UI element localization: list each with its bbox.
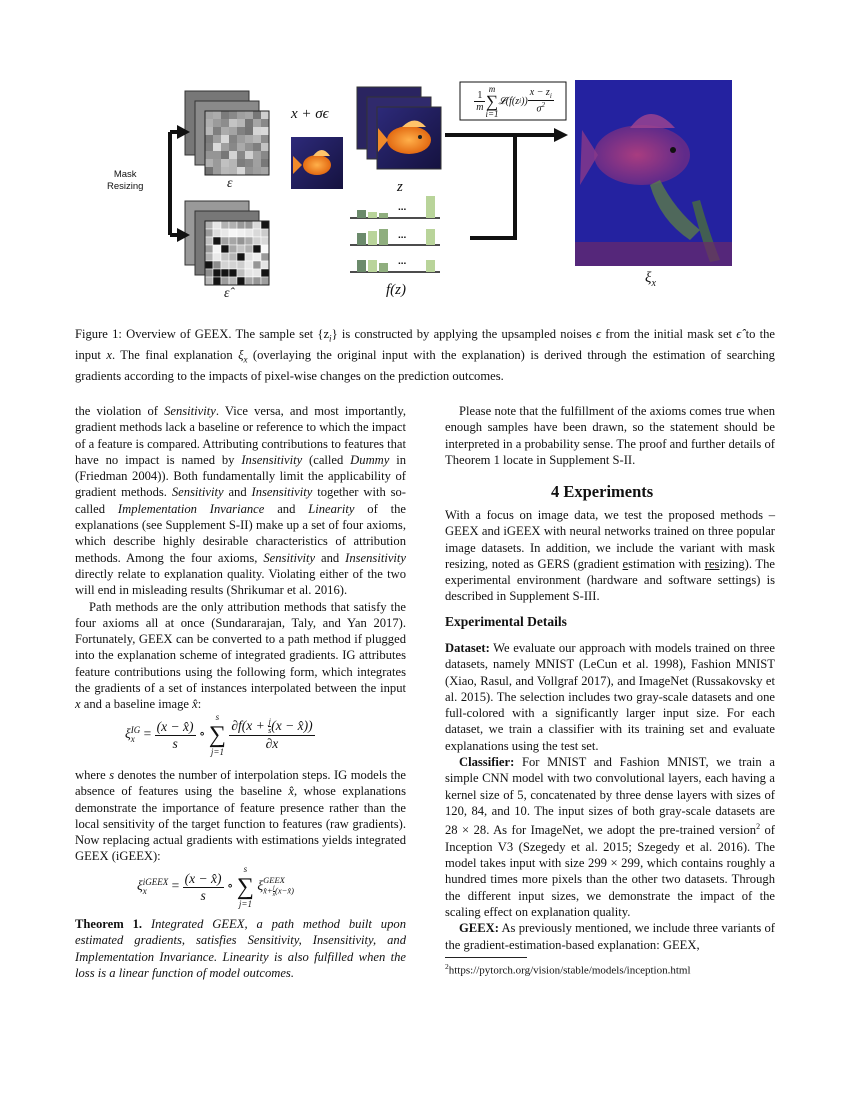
noise-cell xyxy=(245,167,253,175)
noise-cell xyxy=(237,143,245,151)
paragraph: With a focus on image data, we test the proposed methods – GEEX and iGEEX with neural networks trained on three popular image datasets. In addition, we include the variant with mask resizing, noted as GERS (gradient estimation with resizing). The experimental environment (hardware and software settings) is described in Supplement S-III. xyxy=(445,508,776,604)
noise-cell xyxy=(229,167,237,175)
theorem-label: Theorem 1. xyxy=(75,917,143,931)
left-column-top xyxy=(75,403,406,713)
noise-cell xyxy=(205,151,213,159)
noise-cell xyxy=(245,135,253,143)
mask-resizing-label: Mask Resizing xyxy=(107,169,144,192)
bars-ellipsis-3: ... xyxy=(398,256,407,267)
fz-label: f(z) xyxy=(386,282,406,298)
noise-cell xyxy=(245,127,253,135)
mask-cell xyxy=(229,237,237,245)
subsection-heading: Experimental Details xyxy=(445,614,567,629)
noise-cell xyxy=(229,119,237,127)
mask-cell xyxy=(221,245,229,253)
mask-cell xyxy=(205,245,213,253)
noise-cell xyxy=(253,159,261,167)
epsilon-noise-stack xyxy=(185,91,269,175)
mask-cell xyxy=(253,261,261,269)
noise-cell xyxy=(221,143,229,151)
noise-cell xyxy=(205,159,213,167)
mask-cell xyxy=(205,253,213,261)
explanation-image xyxy=(575,80,732,266)
noise-cell xyxy=(205,127,213,135)
bars-ellipsis-2: ... xyxy=(398,230,407,241)
mask-cell xyxy=(213,237,221,245)
mask-cell xyxy=(221,269,229,277)
output-bar xyxy=(357,210,366,218)
mask-cell xyxy=(229,221,237,229)
mask-cell xyxy=(205,277,213,285)
noise-cell xyxy=(253,119,261,127)
noise-cell xyxy=(229,135,237,143)
noise-cell xyxy=(261,127,269,135)
noise-cell xyxy=(229,127,237,135)
output-bar xyxy=(426,196,435,218)
mask-cell xyxy=(261,221,269,229)
noise-cell xyxy=(229,143,237,151)
mask-cell xyxy=(261,229,269,237)
noise-cell xyxy=(237,127,245,135)
noise-cell xyxy=(261,119,269,127)
paragraph-dataset: Dataset: We evaluate our approach with models trained on three datasets, namely MNIST (LeCun et al. 1998), Fashion MNIST (Xiao, Rasul, and Vollgraf 2017), and ImageNet (Russakovsky et al. 2015). The selection includes two gray-scale datasets and one full-colored with a significantly larger input size. For each dataset, we train a classifier with its training set and evaluate explanations using the test set. xyxy=(445,641,775,753)
noise-cell xyxy=(261,167,269,175)
mask-cell xyxy=(253,245,261,253)
mask-cell xyxy=(245,269,253,277)
mask-cell xyxy=(221,229,229,237)
figure-1 xyxy=(60,70,800,320)
noise-cell xyxy=(221,167,229,175)
noise-cell xyxy=(253,143,261,151)
paragraph: where s denotes the number of interpolation steps. IG models the absence of features using the baseline x̂, whose explanations demonstrate the importance of feature presence rather than the local sensitivity of the target function to features (raw gradients). Now replacing actual gradients with estimations yields integrated GEEX (iGEEX): xyxy=(75,768,407,864)
epsilon-hat-label: ε̂ xyxy=(224,286,230,301)
bars-ellipsis-1: ... xyxy=(398,202,407,213)
mask-cell xyxy=(229,277,237,285)
input-image-thumbnail xyxy=(291,137,343,189)
mask-cell xyxy=(261,253,269,261)
paragraph-classifier: Classifier: For MNIST and Fashion MNIST, we train a simple CNN model with two convolutional layers, each having a kernel size of 5, concatenated by three dense layers with sizes of 120, 84, and 10. The input sizes of both gray-scale datasets are 28 × 28. As for ImageNet, we adopt the pre-trained version$^2$ of Inception V3 (Szegedy et al. 2015; Szegedy et al. 2016). The model takes input with size 299 × 299, which contains roughly a hundred times more pixels than the other two datasets. Through the different input sizes, we demonstrate the impact of the scaling effect on explanation quality. xyxy=(445,755,775,919)
noise-cell xyxy=(245,111,253,119)
mask-cell xyxy=(221,237,229,245)
noise-cell xyxy=(245,159,253,167)
noise-cell xyxy=(237,111,245,119)
noise-cell xyxy=(229,151,237,159)
noise-cell xyxy=(213,127,221,135)
mask-cell xyxy=(253,269,261,277)
xi-x-label: $\xi_x$ xyxy=(645,270,656,289)
output-bar xyxy=(368,212,377,218)
footnote-rule xyxy=(445,957,527,958)
z-label: z xyxy=(397,179,403,195)
mask-cell xyxy=(213,269,221,277)
section-heading-experiments: 4 Experiments xyxy=(551,482,654,501)
mask-cell xyxy=(205,237,213,245)
right-column-top xyxy=(445,403,775,468)
perturbation-label: x + σϵ xyxy=(291,106,329,122)
noise-cell xyxy=(245,151,253,159)
epsilon-label: ε xyxy=(227,176,233,191)
output-bar xyxy=(357,260,366,272)
epsilon-hat-mask-stack xyxy=(185,201,269,285)
theorem-1 xyxy=(75,916,406,981)
noise-cell xyxy=(221,159,229,167)
mask-cell xyxy=(245,277,253,285)
noise-cell xyxy=(205,167,213,175)
theorem-text: Integrated GEEX, a path method built upon estimated gradients, satisfies Sensitivity, Insensitivity, and Implementation Invariance. Linearity is also fulfilled when the loss is a linear function of model outcomes. xyxy=(75,917,406,980)
output-bar xyxy=(379,263,388,272)
mask-cell xyxy=(213,245,221,253)
mask-cell xyxy=(237,277,245,285)
footnote: $^2$https://pytorch.org/vision/stable/models/inception.html xyxy=(445,962,691,977)
mask-cell xyxy=(245,253,253,261)
mask-cell xyxy=(253,237,261,245)
mask-cell xyxy=(229,261,237,269)
mask-cell xyxy=(221,221,229,229)
right-column-intro xyxy=(445,507,775,605)
paragraph-geex: GEEX: As previously mentioned, we include three variants of the gradient-estimation-based explanation: GEEX, xyxy=(445,921,775,952)
output-bar xyxy=(368,260,377,272)
mask-cell xyxy=(245,261,253,269)
mask-cell xyxy=(261,269,269,277)
noise-cell xyxy=(261,159,269,167)
estimator-formula: $\frac{1}{m}$ m ∑ i=1 𝓛(f(z i )) $\frac{x - z_i}{\sigma^2}$ xyxy=(476,83,552,119)
noise-cell xyxy=(253,127,261,135)
figure-caption: Figure 1: Overview of GEEX. The sample set $\{z_i\}$ is constructed by applying the upsampled noises ϵ from the initial mask set ϵ̂ to the input x. The final explanation $\xi_x$ (overlaying the original input with the explanation) is derived through the estimation of searching gradients according to the impacts of pixel-wise changes on the prediction outcomes. xyxy=(75,327,775,384)
noise-cell xyxy=(213,159,221,167)
mask-cell xyxy=(245,221,253,229)
mask-cell xyxy=(237,269,245,277)
mask-cell xyxy=(229,245,237,253)
model-output-bars xyxy=(350,196,440,272)
noise-cell xyxy=(229,159,237,167)
estimation-arrow xyxy=(445,128,568,238)
mask-cell xyxy=(261,277,269,285)
noise-cell xyxy=(253,151,261,159)
noise-cell xyxy=(237,119,245,127)
noise-cell xyxy=(221,111,229,119)
noise-cell xyxy=(237,159,245,167)
mask-cell xyxy=(261,237,269,245)
noise-cell xyxy=(237,151,245,159)
noise-cell xyxy=(221,135,229,143)
output-bar xyxy=(368,231,377,245)
mask-cell xyxy=(253,229,261,237)
mask-cell xyxy=(237,261,245,269)
noise-cell xyxy=(245,119,253,127)
right-column-details xyxy=(445,640,775,953)
paragraph: Please note that the fulfillment of the axioms comes true when enough samples have been drawn, so the statement should be interpreted in a probability sense. The proof and further details of Theorem 1 locate in Supplement S-II. xyxy=(445,404,775,467)
paragraph: Path methods are the only attribution methods that satisfy the four axioms all at once (Sundararajan, Taly, and Yan 2017). Fortunately, GEEX can be converted to a path method if plugged into the explanation scheme of integrated gradients. IG attributes feature contributions using the following form, which integrates the gradients of a set of instances interpolated between the input x and a baseline image x̂: xyxy=(75,599,406,712)
noise-cell xyxy=(205,119,213,127)
noise-cell xyxy=(213,151,221,159)
noise-cell xyxy=(245,143,253,151)
mask-cell xyxy=(237,253,245,261)
noise-cell xyxy=(237,167,245,175)
figure-graphic xyxy=(60,70,800,320)
output-bar xyxy=(426,229,435,245)
noise-cell xyxy=(205,135,213,143)
mask-cell xyxy=(213,277,221,285)
noise-cell xyxy=(213,135,221,143)
output-bar xyxy=(357,233,366,245)
noise-cell xyxy=(221,151,229,159)
equation-ig: ξ IG x = $\frac{(x - x̂)}{s}$ ∘ s ∑ j=1 ∂f(x + $\frac{j}{s}$ (x − x̂)) ∂x xyxy=(125,712,313,757)
mask-cell xyxy=(237,229,245,237)
noise-cell xyxy=(229,111,237,119)
output-bar xyxy=(379,213,388,218)
mask-cell xyxy=(205,229,213,237)
noise-cell xyxy=(253,167,261,175)
mask-cell xyxy=(221,253,229,261)
mask-cell xyxy=(213,261,221,269)
mask-cell xyxy=(221,277,229,285)
equation-igeex: ξ iGEEX x = $\frac{(x - x̂)}{s}$ ∘ s ∑ j=1 ξ GEEX x̂+ $\frac{j}{s}$ (x−x̂) xyxy=(137,864,294,909)
mask-cell xyxy=(213,253,221,261)
noise-cell xyxy=(253,111,261,119)
noise-cell xyxy=(205,111,213,119)
mask-cell xyxy=(261,261,269,269)
noise-cell xyxy=(261,111,269,119)
mask-cell xyxy=(205,269,213,277)
mask-cell xyxy=(205,221,213,229)
mask-cell xyxy=(261,245,269,253)
mask-cell xyxy=(213,221,221,229)
noise-cell xyxy=(213,119,221,127)
paragraph: the violation of Sensitivity. Vice versa, and most importantly, gradient methods lack a baseline or reference to which the impact of a feature is compared. Attributing contributions to features that have no impact is named by Insensitivity (called Dummy in (Friedman 2004)). Both fundamentally limit the applicability of gradient methods. Sensitivity and Insensitivity together with so-called Implementation Invariance and Linearity of the explanations (see Supplement S-II) make up a set of four axioms, which describe highly desirable characteristics of attribution methods. Among the four axioms, Sensitivity and Insensitivity directly relate to explanation quality. Violating either of the two will end in misleading results (Shrikumar et al. 2016). xyxy=(75,404,406,598)
output-bar xyxy=(426,260,435,272)
mask-cell xyxy=(229,253,237,261)
noise-cell xyxy=(213,167,221,175)
noise-cell xyxy=(221,127,229,135)
noise-cell xyxy=(205,143,213,151)
mask-cell xyxy=(245,245,253,253)
noise-cell xyxy=(261,143,269,151)
mask-cell xyxy=(229,269,237,277)
mask-cell xyxy=(221,261,229,269)
noise-cell xyxy=(253,135,261,143)
mask-cell xyxy=(213,229,221,237)
mask-cell xyxy=(205,261,213,269)
output-bar xyxy=(379,229,388,245)
mask-cell xyxy=(245,229,253,237)
left-column-middle xyxy=(75,767,406,865)
mask-cell xyxy=(253,253,261,261)
mask-cell xyxy=(245,237,253,245)
noise-cell xyxy=(213,111,221,119)
noise-cell xyxy=(221,119,229,127)
perturbed-samples-stack xyxy=(357,87,441,169)
noise-cell xyxy=(237,135,245,143)
noise-cell xyxy=(213,143,221,151)
noise-cell xyxy=(261,151,269,159)
mask-cell xyxy=(253,221,261,229)
mask-cell xyxy=(237,221,245,229)
mask-cell xyxy=(237,237,245,245)
mask-cell xyxy=(253,277,261,285)
noise-cell xyxy=(261,135,269,143)
mask-cell xyxy=(229,229,237,237)
mask-cell xyxy=(237,245,245,253)
